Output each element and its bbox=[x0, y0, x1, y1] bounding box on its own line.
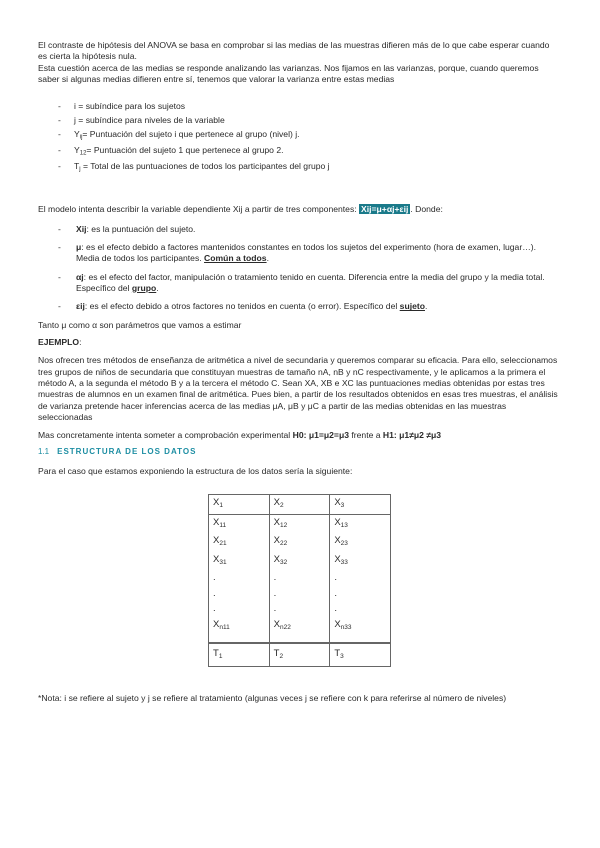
component-item: - Xij: es la puntuación del sujeto. bbox=[58, 224, 560, 235]
intro-paragraph-2: Esta cuestión acerca de las medias se responde analizando las varianzas. Nos fijamos en las varianzas, porque, cuando queremos saber si algunas medias difieren entre sí, tenemos que valorar la varianza entre estas medias bbox=[38, 62, 539, 85]
document-page bbox=[38, 40, 560, 705]
ejemplo-paragraph: Nos ofrecen tres métodos de enseñanza de aritmética a nivel de secundaria y queremos comparar su eficacia. Para ello, seleccionamos tres grupos de niños de secundaria que constituyan muestras de tamaño nA, nB y nC respectivamente, y le aplicamos a la primera el método A, a la segunda el método B y a la tercera el método C. Sean XA, XB e XC las puntuaciones medias obtenidas por estas tres muestras de alumnos en un examen final de aritmética. Pues bien, a partir de los resultados obtenidos en esas tres muestras, el análisis de varianza pretende hacer inferencias acerca de las medias μA, μB y μC a partir de las medias obtenidas en las muestras seleccionadas bbox=[38, 355, 558, 423]
table-header-cell: $X_1$ bbox=[209, 494, 270, 514]
table-cell-value: . bbox=[213, 572, 216, 584]
components-list bbox=[38, 224, 560, 313]
component-item: - αj: es el efecto del factor, manipulación o tratamiento tenido en cuenta. Diferencia entre la media del grupo y la media total. Específico del grupo. bbox=[58, 272, 560, 295]
definition-item: - $Y_{12}=$ Puntuación del sujeto 1 que pertenece al grupo 2. bbox=[58, 145, 560, 158]
table-header-cell: $X_2$ bbox=[269, 494, 330, 514]
table-total-cell: $T_3$ bbox=[330, 643, 391, 667]
table-total-cell: $T_2$ bbox=[269, 643, 330, 667]
table-total-cell: $T_1$ bbox=[209, 643, 270, 667]
table-cell-value: $X_{32}$ bbox=[273, 553, 288, 566]
params-paragraph: Tanto μ como α son parámetros que vamos a estimar bbox=[38, 319, 242, 330]
table-cell-value: . bbox=[273, 603, 277, 615]
table-cell-value: $X_{n22}$ bbox=[273, 618, 291, 631]
table-column-1 bbox=[209, 514, 270, 643]
table-cell-value: $X_{21}$ bbox=[213, 535, 227, 548]
table-cell-value: . bbox=[273, 587, 277, 599]
table-cell-value: $X_{33}$ bbox=[334, 553, 348, 566]
hypothesis-paragraph: Mas concretamente intenta someter a comprobación experimental H0: μ1=μ2=μ3 frente a H1: μ1≠μ2 ≠μ3 bbox=[38, 430, 442, 441]
ejemplo-heading: EJEMPLO: bbox=[38, 337, 82, 348]
table-cell-value: . bbox=[334, 587, 337, 599]
table-column-3 bbox=[330, 514, 391, 643]
table-total-row bbox=[209, 643, 391, 667]
definitions-list bbox=[38, 101, 560, 174]
table-cell-value: . bbox=[273, 572, 277, 584]
table-cell-value: $X_{31}$ bbox=[213, 553, 227, 566]
table-header-row bbox=[209, 494, 391, 514]
table-header-cell: $X_3$ bbox=[330, 494, 391, 514]
definition-item: - i = subíndice para los sujetos bbox=[58, 101, 560, 112]
table-cell-value: $X_{23}$ bbox=[334, 535, 348, 548]
component-item: - μ: es el efecto debido a factores mantenidos constantes en todos los sujetos del experimento (hora de examen, lugar…). Media de todos los participantes. Común a todos. bbox=[58, 242, 560, 265]
table-cell-value: . bbox=[334, 572, 337, 584]
table-body-row bbox=[209, 514, 391, 643]
table-intro: Para el caso que estamos exponiendo la estructura de los datos sería la siguiente: bbox=[38, 466, 353, 477]
definition-item: - $T_j$ = Total de las puntuaciones de todos los participantes del grupo j bbox=[58, 161, 560, 174]
table-cell-value: $X_{12}$ bbox=[273, 516, 288, 529]
table-cell-value: $X_{22}$ bbox=[273, 535, 288, 548]
table-column-2 bbox=[269, 514, 330, 643]
model-formula-highlight: Xij=μ+αj+εij bbox=[361, 204, 409, 215]
footnote: *Nota: i se refiere al sujeto y j se refiere al tratamiento (algunas veces j se refiere con k para referirse al número de niveles) bbox=[38, 693, 507, 704]
component-item: - εij: es el efecto debido a otros factores no tenidos en cuenta (o error). Específico del sujeto. bbox=[58, 301, 560, 312]
definition-item: - j = subíndice para niveles de la variable bbox=[58, 115, 560, 126]
definition-item: - $Y_{ij}=$ Puntuación del sujeto i que pertenece al grupo (nivel) j. bbox=[58, 129, 560, 142]
table-cell-value: $X_{n11}$ bbox=[213, 618, 230, 631]
table-cell-value: . bbox=[213, 587, 216, 599]
section-heading: 1.1 ESTRUCTURA DE LOS DATOS bbox=[38, 446, 197, 456]
intro-paragraph-1: El contraste de hipótesis del ANOVA se basa en comprobar si las medias de las muestras difieren más de lo que cabe esperar cuando es cierta la hipótesis nula. bbox=[38, 40, 550, 62]
model-paragraph: El modelo intenta describir la variable dependiente Xij a partir de tres componentes: Xij=μ+αj+εij . Donde: bbox=[38, 204, 443, 215]
data-structure-table bbox=[208, 494, 391, 668]
table-cell-value: $X_{13}$ bbox=[334, 516, 348, 529]
table-cell-value: . bbox=[213, 603, 216, 615]
table-cell-value: $X_{11}$ bbox=[213, 516, 227, 529]
table-cell-value: $X_{n33}$ bbox=[334, 618, 352, 631]
table-cell-value: . bbox=[334, 603, 337, 615]
